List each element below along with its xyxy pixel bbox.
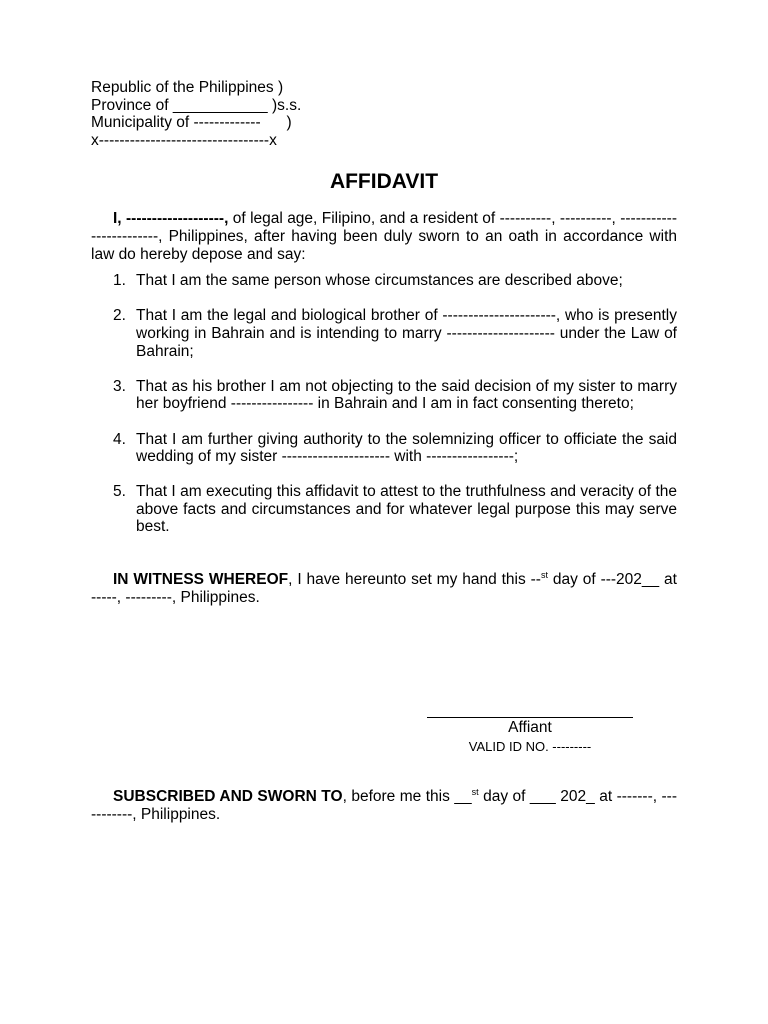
venue-caption <box>91 79 677 149</box>
witness-ordinal-suffix: st <box>540 569 548 580</box>
affiant-label: Affiant <box>508 719 552 736</box>
list-item <box>91 378 677 413</box>
witness-text-1: , I have hereunto set my hand this -- <box>288 571 541 589</box>
item-text: That I am the legal and biological brother of ----------------------, who is presently working in Bahrain and is intending to marry --------------------- under the Law of Bahrain; <box>136 307 677 360</box>
intro-paragraph <box>91 210 677 263</box>
witness-text-2: day of ---202__ at -----, ---------, Philippines. <box>91 571 677 606</box>
caption-line-republic: Republic of the Philippines ) <box>91 79 284 96</box>
list-item <box>91 272 677 290</box>
item-number: 2. <box>113 307 126 325</box>
jurat-ordinal-suffix: st <box>471 786 479 797</box>
affidavit-document <box>91 79 677 823</box>
item-number: 4. <box>113 430 126 448</box>
caption-line-province: Province of ___________ )s.s. <box>91 96 302 114</box>
document-title: AFFIDAVIT <box>329 170 439 194</box>
statements-list <box>91 272 677 536</box>
jurat-heading: SUBSCRIBED AND SWORN TO <box>113 788 343 805</box>
valid-id-line: VALID ID NO. --------- <box>468 738 592 754</box>
caption-line-municipality: Municipality of ------------- ) <box>91 114 292 132</box>
jurat-paragraph <box>91 788 677 823</box>
list-item <box>91 307 677 360</box>
item-text: That as his brother I am not objecting to the said decision of my sister to marry her boyfriend ---------------- in Bahrain and I am in fact consenting thereto; <box>136 377 677 413</box>
list-item <box>91 483 677 536</box>
item-text: That I am the same person whose circumstances are described above; <box>136 272 623 290</box>
item-number: 1. <box>113 272 126 290</box>
jurat-text-2: day of ___ 202_ at -------, -----------, Philippines. <box>91 788 677 823</box>
item-number: 3. <box>113 377 126 395</box>
signature-block <box>427 717 633 755</box>
witness-paragraph <box>91 571 677 606</box>
item-text: That I am further giving authority to the solemnizing officer to officiate the said wedding of my sister --------------------- with -----------------; <box>136 430 677 466</box>
intro-text: of legal age, Filipino, and a resident of ----------, ----------, ------------------------, Philippines, after having been duly sworn to an oath in accordance with law do hereby depose and say: <box>91 210 677 263</box>
caption-line-divider: x---------------------------------x <box>91 131 277 149</box>
jurat-text-1: , before me this __ <box>342 788 472 805</box>
affiant-name-blank: I, -------------------, <box>113 210 229 228</box>
witness-heading: IN WITNESS WHEREOF <box>113 571 289 589</box>
list-item <box>91 431 677 466</box>
item-text: That I am executing this affidavit to attest to the truthfulness and veracity of the above facts and circumstances and for whatever legal purpose this may serve best. <box>136 483 677 536</box>
item-number: 5. <box>113 483 126 501</box>
signature-line <box>427 717 633 718</box>
